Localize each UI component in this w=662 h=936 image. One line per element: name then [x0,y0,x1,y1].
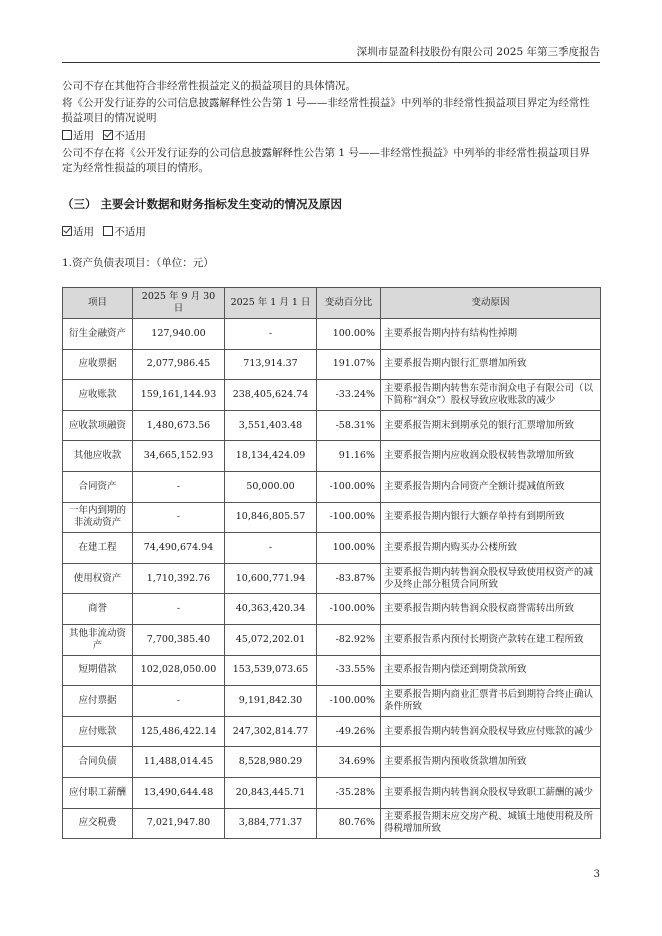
row-item: 使用权资产 [63,563,133,594]
row-change-pct: 34.69% [317,747,381,778]
page-number: 3 [593,869,600,880]
row-item: 应收款项融资 [63,410,133,441]
row-item: 其他应收款 [63,441,133,472]
row-value-2025-01-01: 50,000.00 [225,471,317,502]
applicable-label: 适用 [73,130,94,142]
row-change-pct: -58.31% [317,410,381,441]
section-applicable-option[interactable] [62,226,94,238]
table-row [63,319,601,350]
row-value-2025-01-01: 20,843,445.71 [225,777,317,808]
row-value-2025-09-30: 11,488,014.45 [133,747,225,778]
row-change-pct: -33.55% [317,655,381,686]
row-value-2025-09-30: 7,021,947.80 [133,808,225,839]
intro-options [62,129,600,144]
row-change-reason: 主要系报告期内偿还到期贷款所致 [381,655,601,686]
applicable-label: 适用 [73,226,94,238]
row-change-reason: 主要系报告期末应交房产税、城镇土地使用税及所得税增加所致 [381,808,601,839]
row-change-pct: 100.00% [317,533,381,564]
row-change-reason: 主要系报告期内持有结构性掉期 [381,319,601,350]
row-item: 应付票据 [63,686,133,717]
row-change-pct: 91.16% [317,441,381,472]
row-change-reason: 主要系报告期末到期承兑的银行汇票增加所致 [381,410,601,441]
not-applicable-option[interactable] [103,130,146,142]
row-change-pct: -100.00% [317,594,381,625]
row-value-2025-01-01: - [225,533,317,564]
header-item: 项目 [63,288,133,319]
row-change-pct: -35.28% [317,777,381,808]
row-change-reason: 主要系报告期内银行大额存单持有到期所致 [381,502,601,533]
section-not-applicable-option[interactable] [103,226,146,238]
row-change-pct: -49.26% [317,716,381,747]
row-value-2025-01-01: 40,363,420.34 [225,594,317,625]
row-change-pct: -83.87% [317,563,381,594]
applicable-option[interactable] [62,130,94,142]
row-change-reason: 主要系报告期内银行汇票增加所致 [381,349,601,380]
row-change-reason: 主要系报告期内购买办公楼所致 [381,533,601,564]
row-value-2025-01-01: 153,539,073.65 [225,655,317,686]
table-row [63,533,601,564]
report-title: 深圳市显盈科技股份有限公司 2025 年第三季度报告 [356,46,600,58]
table-row [63,808,601,839]
row-item: 在建工程 [63,533,133,564]
row-value-2025-09-30: 2,077,986.45 [133,349,225,380]
intro-paragraph-2: 将《公开发行证券的公司信息披露解释性公告第 1 号——非经常性损益》中列举的非经常性损益项目界定为经常性损益项目的情况说明 [62,97,590,124]
row-change-reason: 主要系报告期内商业汇票背书后到期符合终止确认条件所致 [381,686,601,717]
row-change-reason: 主要系报告期内转售润众股权导致使用权资产的减少及终止部分租赁合同所致 [381,563,601,594]
checkbox-checked-icon [103,130,113,140]
row-change-reason: 主要系报告期内合同资产全额计提减值所致 [381,471,601,502]
row-value-2025-09-30: - [133,471,225,502]
row-value-2025-01-01: 713,914.37 [225,349,317,380]
row-change-pct: 100.00% [317,319,381,350]
table-header-row [63,288,601,319]
row-item: 应付职工薪酬 [63,777,133,808]
row-item: 应交税费 [63,808,133,839]
header-2025-09-30: 2025 年 9 月 30 日 [133,288,225,319]
row-value-2025-09-30: 125,486,422.14 [133,716,225,747]
row-value-2025-09-30: - [133,502,225,533]
header-change-reason: 变动原因 [381,288,601,319]
row-value-2025-09-30: 102,028,050.00 [133,655,225,686]
row-value-2025-09-30: - [133,686,225,717]
table-row [63,655,601,686]
row-change-pct: -100.00% [317,471,381,502]
row-change-pct: -100.00% [317,686,381,717]
table-row [63,686,601,717]
not-applicable-label: 不适用 [114,130,146,142]
checkbox-icon [103,226,113,236]
table-row [63,563,601,594]
intro-paragraph-3: 公司不存在将《公开发行证券的公司信息披露解释性公告第 1 号——非经常性损益》中列举的非经常性损益项目界定为经常性损益的项目的情形。 [62,147,590,174]
row-change-reason: 主要系报告期内预收货款增加所致 [381,747,601,778]
section-options [62,225,600,240]
table-row [63,349,601,380]
table-row [63,441,601,472]
row-item: 商誉 [63,594,133,625]
row-item: 衍生金融资产 [63,319,133,350]
row-value-2025-01-01: 8,528,980.29 [225,747,317,778]
row-change-pct: -33.24% [317,380,381,411]
checkbox-checked-icon [62,226,72,236]
row-value-2025-09-30: 13,490,644.48 [133,777,225,808]
row-value-2025-01-01: 3,551,403.48 [225,410,317,441]
table-row [63,777,601,808]
table-row [63,471,601,502]
row-value-2025-01-01: 238,405,624.74 [225,380,317,411]
header-2025-01-01: 2025 年 1 月 1 日 [225,288,317,319]
balance-sheet-table [62,287,601,839]
row-change-pct: 191.07% [317,349,381,380]
row-change-pct: -82.92% [317,624,381,655]
row-change-reason: 主要系报告期内转售润众股权商誉需转出所致 [381,594,601,625]
header-change-pct: 变动百分比 [317,288,381,319]
table-row [63,624,601,655]
table-row [63,594,601,625]
table-row [63,380,601,411]
table-subtitle: 1.资产负债表项目：（单位：元） [62,257,214,269]
row-value-2025-01-01: 10,600,771.94 [225,563,317,594]
table-row [63,502,601,533]
row-item: 其他非流动资产 [63,624,133,655]
row-item: 一年内到期的非流动资产 [63,502,133,533]
row-change-reason: 主要系报告期内转售东莞市润众电子有限公司（以下简称“润众”）股权导致应收账款的减少 [381,380,601,411]
row-value-2025-09-30: - [133,594,225,625]
checkbox-icon [62,130,72,140]
row-value-2025-01-01: 10,846,805.57 [225,502,317,533]
row-value-2025-09-30: 7,700,385.40 [133,624,225,655]
row-change-reason: 主要系报告期内转售润众股权导致职工薪酬的减少 [381,777,601,808]
row-value-2025-01-01: 247,302,814.77 [225,716,317,747]
row-change-reason: 主要系报告期内转售润众股权导致应付账款的减少 [381,716,601,747]
row-value-2025-09-30: 127,940.00 [133,319,225,350]
row-item: 应付账款 [63,716,133,747]
row-change-reason: 主要系报告期内应收润众股权转售款增加所致 [381,441,601,472]
row-value-2025-01-01: 9,191,842.30 [225,686,317,717]
row-item: 应收票据 [63,349,133,380]
section-title: （三） 主要会计数据和财务指标发生变动的情况及原因 [62,197,343,211]
row-change-reason: 主要系报告系内预付长期资产款转在建工程所致 [381,624,601,655]
row-value-2025-09-30: 34,665,152.93 [133,441,225,472]
row-item: 应收账款 [63,380,133,411]
row-value-2025-01-01: 3,884,771.37 [225,808,317,839]
not-applicable-label: 不适用 [114,226,146,238]
row-item: 合同资产 [63,471,133,502]
row-item: 合同负债 [63,747,133,778]
row-value-2025-01-01: - [225,319,317,350]
row-item: 短期借款 [63,655,133,686]
row-value-2025-09-30: 1,710,392.76 [133,563,225,594]
row-change-pct: -100.00% [317,502,381,533]
row-value-2025-09-30: 159,161,144.93 [133,380,225,411]
intro-paragraph-1: 公司不存在其他符合非经常性损益定义的损益项目的具体情况。 [62,80,356,92]
row-value-2025-01-01: 45,072,202.01 [225,624,317,655]
row-value-2025-09-30: 74,490,674.94 [133,533,225,564]
row-change-pct: 80.76% [317,808,381,839]
row-value-2025-01-01: 18,134,424.09 [225,441,317,472]
page-header [62,44,600,63]
row-value-2025-09-30: 1,480,673.56 [133,410,225,441]
table-row [63,716,601,747]
table-row [63,410,601,441]
table-row [63,747,601,778]
